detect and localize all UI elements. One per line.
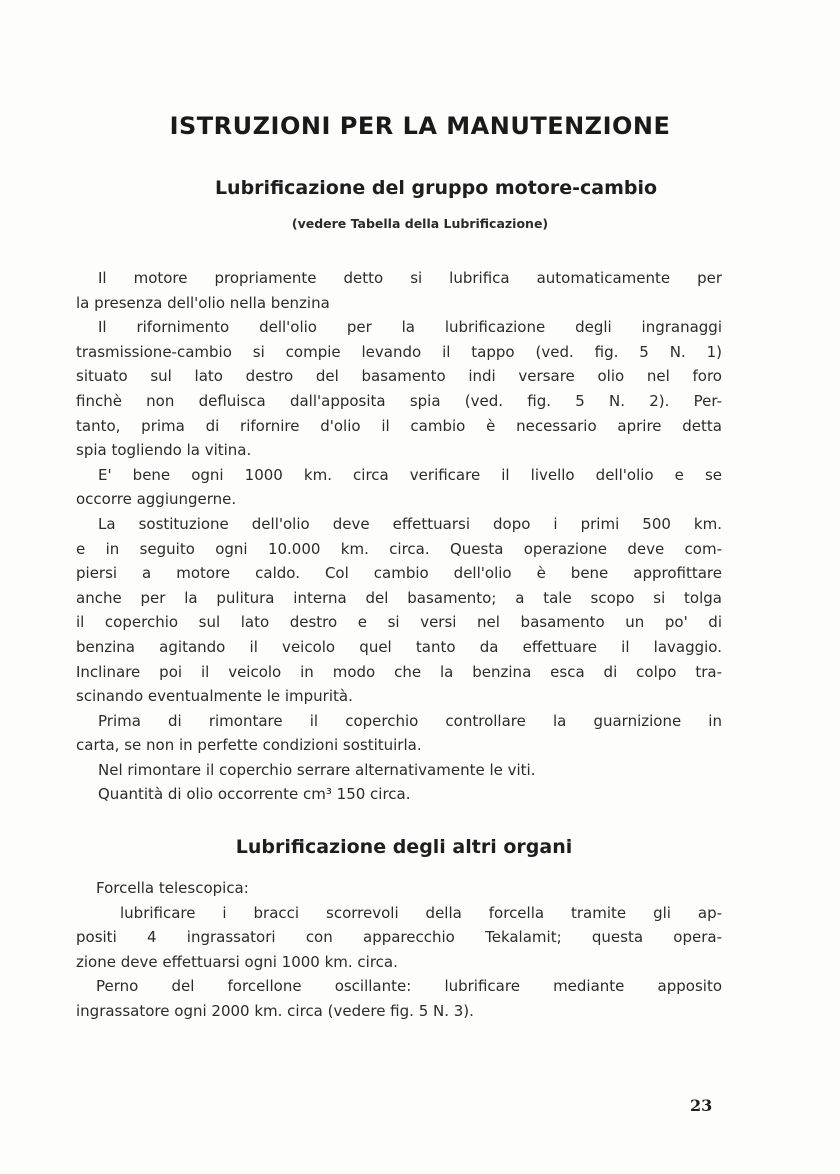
text-line: benzina agitando il veicolo quel tanto da effettuare il lavaggio. [76,637,722,656]
text-line: Il motore propriamente detto si lubrifica automaticamente per [98,269,722,287]
text-line: piersi a motore caldo. Col cambio dell'olio è bene approfittare [76,564,722,583]
text-line: Perno del forcellone oscillante: lubrificare mediante apposito [96,977,722,996]
section-heading-other-parts-lubrication: Lubrificazione degli altri organi [235,836,573,858]
section-subheading-reference: (vedere Tabella della Lubrificazione) [291,216,549,231]
text-line: situato sul lato destro del basamento indi versare olio nel foro [76,367,722,386]
section-body-other-parts-lubrication [76,876,722,1024]
text-line: il coperchio sul lato destro e si versi nel basamento un po' di [76,613,722,632]
text-line: finchè non defluisca dall'apposita spia (ved. fig. 5 N. 2). Per- [76,391,722,410]
text-line: Inclinare poi il veicolo in modo che la benzina esca di colpo tra- [76,662,722,681]
text-line: lubrificare i bracci scorrevoli della forcella tramite gli ap- [120,903,722,922]
page-title: ISTRUZIONI PER LA MANUTENZIONE [169,112,671,140]
section-body-gearbox-lubrication [76,266,722,807]
text-line: zione deve effettuarsi ogni 1000 km. circa. [76,952,398,971]
text-line: La sostituzione dell'olio deve effettuarsi dopo i primi 500 km. [98,514,722,533]
text-line: occorre aggiungerne. [76,490,237,509]
text-line: trasmissione-cambio si compie levando il tappo (ved. fig. 5 N. 1) [76,342,722,361]
text-line: la presenza dell'olio nella benzina [76,293,330,312]
text-line: E' bene ogni 1000 km. circa verificare il livello dell'olio e se [98,465,722,484]
text-line: Nel rimontare il coperchio serrare alternativamente le viti. [98,760,536,779]
text-line: carta, se non in perfette condizioni sostituirla. [76,736,422,755]
text-line: Quantità di olio occorrente cm³ 150 circa. [98,785,411,804]
text-line: scinando eventualmente le impurità. [76,687,353,706]
section-heading-gearbox-lubrication: Lubrificazione del gruppo motore-cambio [214,177,658,199]
text-line: tanto, prima di rifornire d'olio il cambio è necessario aprire detta [76,416,722,435]
page-number: 23 [690,1096,713,1115]
text-line: positi 4 ingrassatori con apparecchio Tekalamit; questa opera- [76,928,722,947]
text-line: spia togliendo la vitina. [76,441,252,460]
text-line: Prima di rimontare il coperchio controllare la guarnizione in [98,711,722,730]
text-line: Il rifornimento dell'olio per la lubrificazione degli ingranaggi [98,318,722,337]
text-line: e in seguito ogni 10.000 km. circa. Questa operazione deve com- [76,539,722,558]
text-line: ingrassatore ogni 2000 km. circa (vedere fig. 5 N. 3). [76,1001,474,1020]
text-line: Forcella telescopica: [96,879,249,897]
text-line: anche per la pulitura interna del basamento; a tale scopo si tolga [76,588,722,607]
